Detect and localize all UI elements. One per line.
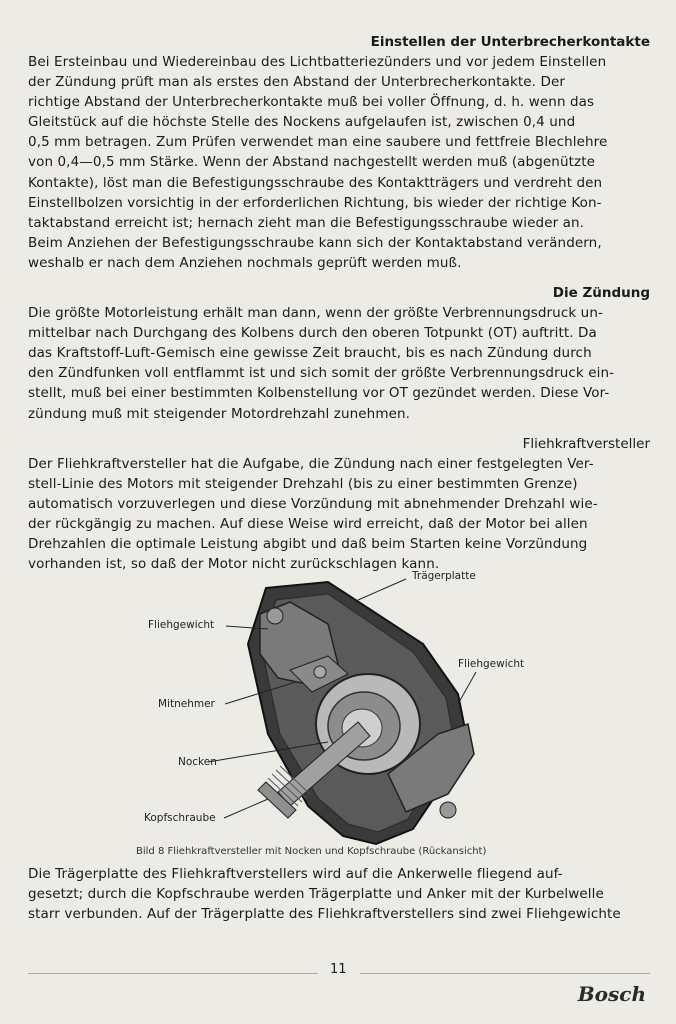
text-line: Der Fliehkraftversteller hat die Aufgabe, die Zündung nach einer festgelegten Ver- (28, 455, 594, 472)
label-nocken: Nocken (178, 756, 217, 769)
text-line: stell-Linie des Motors mit steigender Drehzahl (bis zu einer bestimmten Grenze) (28, 475, 578, 492)
text-line: Drehzahlen die optimale Leistung abgibt und daß beim Starten keine Vorzündung (28, 535, 588, 552)
text-line: automatisch vorzuverlegen und diese Vorzündung mit abnehmender Drehzahl wie- (28, 495, 598, 512)
paragraph-traegerplatte (28, 864, 650, 924)
text-line: taktabstand erreicht ist; hernach zieht man die Befestigungsschraube wieder an. (28, 214, 585, 231)
footer-rule-left (28, 973, 318, 974)
text-line: vorhanden ist, so daß der Motor nicht zurückschlagen kann. (28, 556, 440, 573)
text-line: weshalb er nach dem Anziehen nochmals geprüft werden muß. (28, 254, 462, 271)
paragraph-unterbrecherkontakte (28, 52, 650, 273)
text-line: Die Trägerplatte des Fliehkraftverstellers wird auf die Ankerwelle fliegend auf- (28, 866, 563, 883)
text-line: mittelbar nach Durchgang des Kolbens durch den oberen Totpunkt (OT) auftritt. Da (28, 325, 597, 342)
mitnehmer-pin (314, 666, 326, 678)
text-line: Die größte Motorleistung erhält man dann, wenn der größte Verbrennungsdruck un- (28, 305, 603, 322)
label-traegerplatte: Trägerplatte (412, 570, 476, 583)
label-fliehgewicht-left: Fliehgewicht (148, 619, 215, 632)
figure-caption: Bild 8 Fliehkraftversteller mit Nocken und Kopfschraube (Rückansicht) (136, 846, 487, 858)
text-line: Bei Ersteinbau und Wiedereinbau des Lichtbatteriezünders und vor jedem Einstellen (28, 54, 607, 70)
text-line: Beim Anziehen der Befestigungsschraube kann sich der Kontaktabstand verändern, (28, 234, 602, 251)
text-line: stellt, muß bei einer bestimmten Kolbenstellung vor OT gezündet werden. Diese Vor- (28, 385, 610, 402)
text-line: richtige Abstand der Unterbrecherkontakte muß bei voller Öffnung, d. h. wenn das (28, 94, 595, 111)
text-line: Kontakte), löst man die Befestigungsschraube des Kontaktträgers und verdreht den (28, 174, 603, 191)
bosch-logo: Bosch (577, 982, 646, 1006)
text-line: Einstellbolzen vorsichtig in der erforderlichen Richtung, bis wieder der richtige Kon- (28, 194, 602, 211)
text-line: von 0,4—0,5 mm Stärke. Wenn der Abstand nachgestellt werden muß (abgenützte (28, 154, 595, 171)
label-mitnehmer: Mitnehmer (158, 698, 215, 711)
text-line: den Zündfunken voll entflammt ist und sich somit der größte Verbrennungsdruck ein- (28, 365, 615, 382)
paragraph-zuendung (28, 303, 650, 424)
spacer (28, 273, 650, 283)
rivet-right (440, 802, 456, 818)
section-heading-fliehkraftversteller: Fliehkraftversteller (522, 435, 650, 452)
text-line: der Zündung prüft man als erstes den Abstand der Unterbrecherkontakte. Der (28, 74, 566, 91)
text-line: starr verbunden. Auf der Trägerplatte des Fliehkraftverstellers sind zwei Fliehgewichte (28, 906, 621, 923)
page-content (28, 32, 650, 924)
text-line: der rückgängig zu machen. Auf diese Weise wird erreicht, daß der Motor bei allen (28, 515, 588, 532)
spacer (28, 424, 650, 434)
text-line: das Kraftstoff-Luft-Gemisch eine gewisse Zeit braucht, bis es nach Zündung durch (28, 345, 592, 362)
text-line: Gleitstück auf die höchste Stelle des Nockens aufgelaufen ist, zwischen 0,4 und (28, 114, 576, 131)
section-heading-zuendung: Die Zündung (552, 285, 650, 302)
figure-fliehkraftversteller (28, 570, 650, 864)
label-kopfschraube: Kopfschraube (144, 812, 216, 825)
text-line: zündung muß mit steigender Motordrehzahl zunehmen. (28, 405, 411, 422)
page-number: 11 (330, 962, 347, 977)
label-fliehgewicht-right: Fliehgewicht (458, 658, 525, 671)
text-line: 0,5 mm betragen. Zum Prüfen verwendet man eine saubere und fettfreie Blechlehre (28, 134, 608, 151)
footer-rule-right (360, 973, 650, 974)
fliehkraftversteller-illustration (28, 574, 650, 864)
paragraph-fliehkraftversteller (28, 454, 650, 575)
section-heading-unterbrecherkontakte: Einstellen der Unterbrecherkontakte (370, 34, 650, 50)
rivet-left (267, 608, 283, 624)
text-line: gesetzt; durch die Kopfschraube werden Trägerplatte und Anker mit der Kurbelwelle (28, 886, 604, 903)
